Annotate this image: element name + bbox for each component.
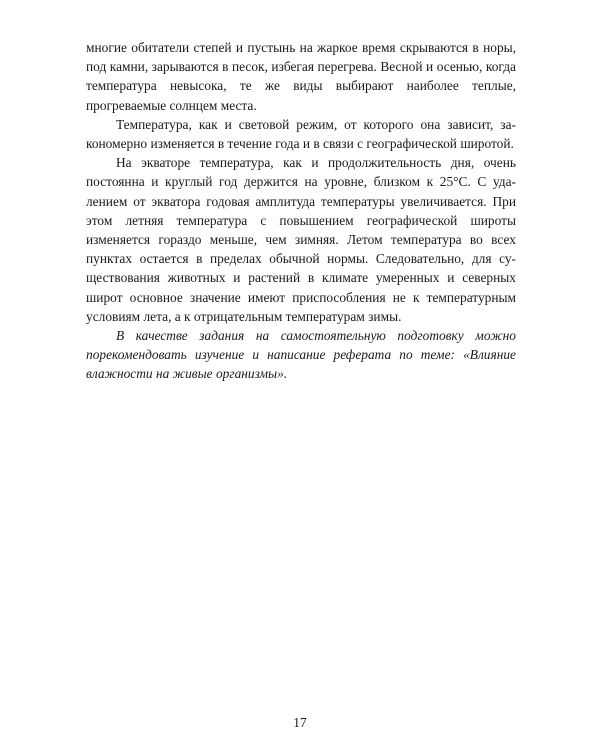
paragraph-equator-temperature: На экваторе температура, как и продолжительность дня, очень постоянна и круглый год держится на уровне, близком к 25°С. С удалением от экватора годовая амплитуда температуры увеличивается. При этом летняя температура с повышением географической широты изменяется гораздо меньше, чем зимняя. Летом температура во всех пунктах остается в пределах обычной нормы. Следовательно, для существования животных и растений в климате умеренных и северных широт основное значение имеют приспособления не к температурным условиям лета, а к отрицательным температурам зимы.	[86, 155, 516, 324]
paragraph-temperature-latitude: Температура, как и световой режим, от которого она зависит, закономерно изменяется в течение года и в связи с географической широтой.	[86, 116, 516, 152]
page-number: 17	[293, 715, 307, 730]
paragraph-continuation: многие обитатели степей и пустынь на жаркое время скрываются в норы, под камни, зарываются в песок, избегая перегрева. Весной и осенью, когда температура невысока, те же виды выбирают наиболее теплые, прогреваемые солнцем места.	[86, 40, 516, 113]
paragraph-assignment: В качестве задания на самостоятельную подготовку можно порекомендовать изучение и написание реферата по теме: «Влияние влажности на живые организмы».	[86, 328, 516, 382]
page-body	[86, 38, 516, 384]
